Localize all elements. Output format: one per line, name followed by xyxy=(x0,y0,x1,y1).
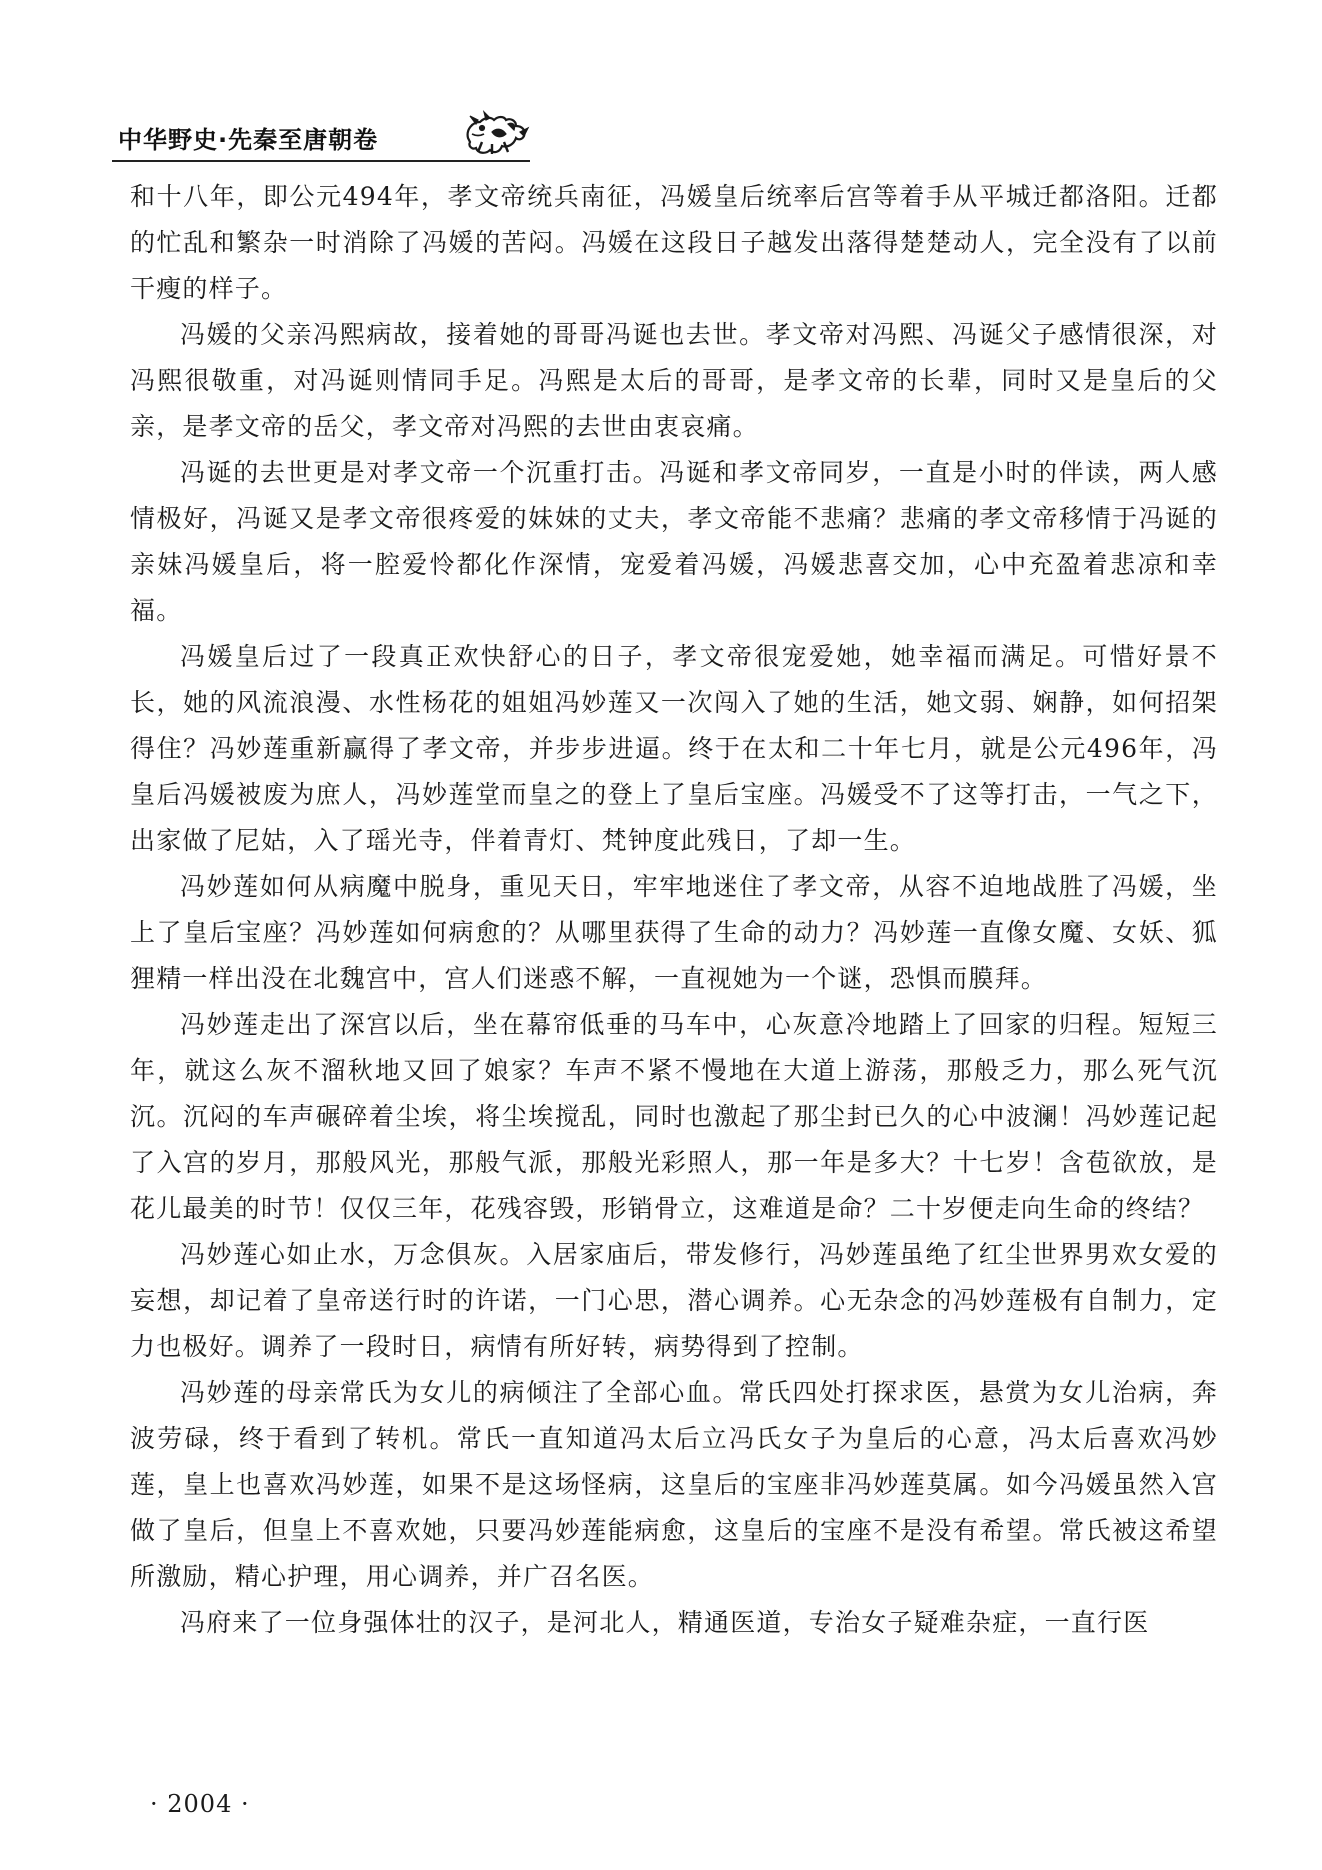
paragraph: 冯诞的去世更是对孝文帝一个沉重打击。冯诞和孝文帝同岁，一直是小时的伴读，两人感情极好，冯诞又是孝文帝很疼爱的妹妹的丈夫，孝文帝能不悲痛？悲痛的孝文帝移情于冯诞的亲妹冯媛皇后，将一腔爱怜都化作深情，宠爱着冯媛，冯媛悲喜交加，心中充盈着悲凉和幸福。 xyxy=(130,458,1218,625)
running-header xyxy=(112,108,530,160)
paragraph: 和十八年，即公元494年，孝文帝统兵南征，冯媛皇后统率后宫等着手从平城迁都洛阳。迁都的忙乱和繁杂一时消除了冯媛的苦闷。冯媛在这段日子越发出落得楚楚动人，完全没有了以前干瘦的样子。 xyxy=(130,182,1218,303)
dragon-emblem-icon xyxy=(462,108,532,158)
paragraph: 冯媛的父亲冯熙病故，接着她的哥哥冯诞也去世。孝文帝对冯熙、冯诞父子感情很深，对冯熙很敬重，对冯诞则情同手足。冯熙是太后的哥哥，是孝文帝的长辈，同时又是皇后的父亲，是孝文帝的岳父，孝文帝对冯熙的去世由衷哀痛。 xyxy=(130,320,1218,441)
paragraph: 冯府来了一位身强体壮的汉子，是河北人，精通医道，专治女子疑难杂症，一直行医 xyxy=(180,1608,1150,1637)
paragraph: 冯妙莲走出了深宫以后，坐在幕帘低垂的马车中，心灰意冷地踏上了回家的归程。短短三年，就这么灰不溜秋地又回了娘家？车声不紧不慢地在大道上游荡，那般乏力，那么死气沉沉。沉闷的车声碾碎着尘埃，将尘埃搅乱，同时也激起了那尘封已久的心中波澜！冯妙莲记起了入宫的岁月，那般风光，那般气派，那般光彩照人，那一年是多大？十七岁！含苞欲放，是花儿最美的时节！仅仅三年，花残容毁，形销骨立，这难道是命？二十岁便走向生命的终结？ xyxy=(130,1010,1218,1223)
book-title: 中华野史·先秦至唐朝卷 xyxy=(118,126,379,154)
paragraph: 冯妙莲的母亲常氏为女儿的病倾注了全部心血。常氏四处打探求医，悬赏为女儿治病，奔波劳碌，终于看到了转机。常氏一直知道冯太后立冯氏女子为皇后的心意，冯太后喜欢冯妙莲，皇上也喜欢冯妙莲，如果不是这场怪病，这皇后的宝座非冯妙莲莫属。如今冯媛虽然入宫做了皇后，但皇上不喜欢她，只要冯妙莲能病愈，这皇后的宝座不是没有希望。常氏被这希望所激励，精心护理，用心调养，并广召名医。 xyxy=(130,1378,1218,1591)
page-number: · 2004 · xyxy=(150,1790,250,1818)
body-text xyxy=(130,174,1218,1646)
paragraph: 冯媛皇后过了一段真正欢快舒心的日子，孝文帝很宠爱她，她幸福而满足。可惜好景不长，她的风流浪漫、水性杨花的姐姐冯妙莲又一次闯入了她的生活，她文弱、娴静，如何招架得住？冯妙莲重新赢得了孝文帝，并步步进逼。终于在太和二十年七月，就是公元496年，冯皇后冯媛被废为庶人，冯妙莲堂而皇之的登上了皇后宝座。冯媛受不了这等打击，一气之下，出家做了尼姑，入了瑶光寺，伴着青灯、梵钟度此残日，了却一生。 xyxy=(130,642,1218,855)
header-rule xyxy=(112,160,530,162)
paragraph: 冯妙莲心如止水，万念俱灰。入居家庙后，带发修行，冯妙莲虽绝了红尘世界男欢女爱的妄想，却记着了皇帝送行时的许诺，一门心思，潜心调养。心无杂念的冯妙莲极有自制力，定力也极好。调养了一段时日，病情有所好转，病势得到了控制。 xyxy=(130,1240,1218,1361)
paragraph: 冯妙莲如何从病魔中脱身，重见天日，牢牢地迷住了孝文帝，从容不迫地战胜了冯媛，坐上了皇后宝座？冯妙莲如何病愈的？从哪里获得了生命的动力？冯妙莲一直像女魔、女妖、狐狸精一样出没在北魏宫中，宫人们迷惑不解，一直视她为一个谜，恐惧而膜拜。 xyxy=(130,872,1218,993)
